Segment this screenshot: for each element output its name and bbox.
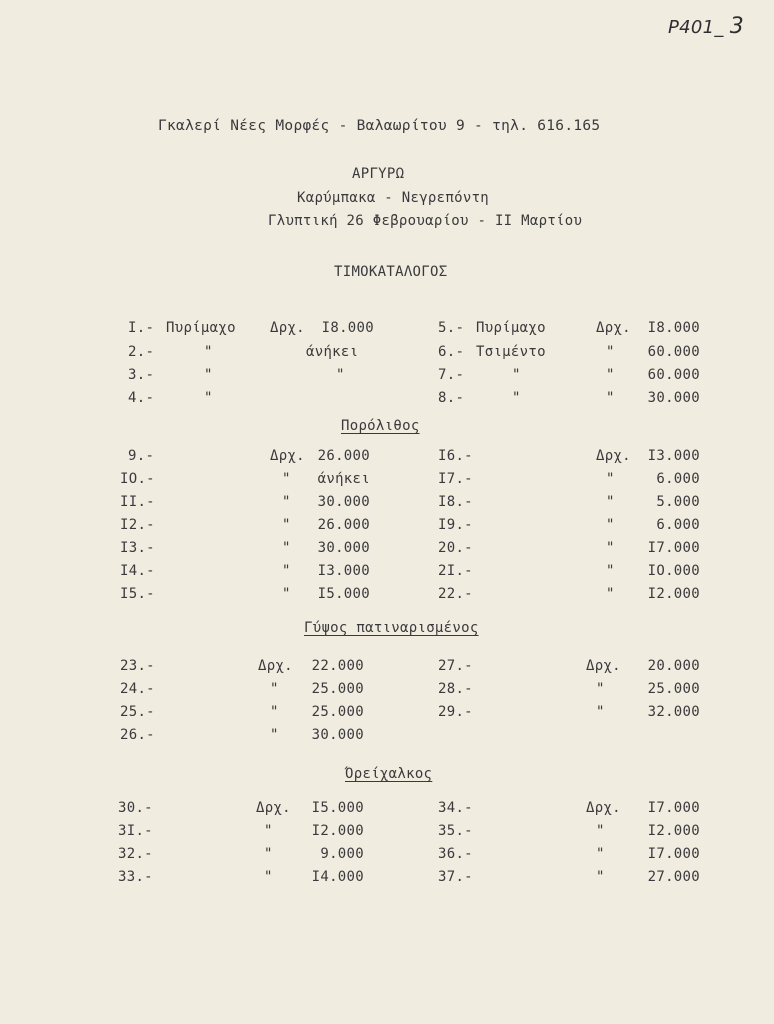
item-material: " xyxy=(512,390,521,406)
item-price: " xyxy=(336,367,345,383)
item-currency: " xyxy=(282,471,291,487)
item-currency: Δρχ. xyxy=(256,800,291,816)
item-number: 6.- xyxy=(438,344,465,360)
item-currency: " xyxy=(606,563,615,579)
item-price: 60.000 xyxy=(647,344,700,360)
item-price: άνήκει xyxy=(306,344,359,360)
item-price: 20.000 xyxy=(647,658,700,674)
item-currency: " xyxy=(606,344,615,360)
item-price: IO.000 xyxy=(647,563,700,579)
item-currency: " xyxy=(282,540,291,556)
artist-title: ΑΡΓΥΡΩ xyxy=(352,166,405,182)
item-price: I4.000 xyxy=(311,869,364,885)
item-price: I2.000 xyxy=(647,823,700,839)
item-price: 30.000 xyxy=(311,727,364,743)
item-number: I.- xyxy=(128,320,155,336)
item-price: 25.000 xyxy=(311,704,364,720)
item-price: 30.000 xyxy=(317,540,370,556)
item-number: 28.- xyxy=(438,681,473,697)
item-currency: Δρχ. xyxy=(270,448,305,464)
item-number: 7.- xyxy=(438,367,465,383)
item-number: I2.- xyxy=(120,517,155,533)
item-currency: Δρχ. xyxy=(270,320,305,336)
item-number: 2.- xyxy=(128,344,155,360)
item-number: 35.- xyxy=(438,823,473,839)
item-price: άνήκει xyxy=(317,471,370,487)
item-number: 8.- xyxy=(438,390,465,406)
archive-code: P401_ xyxy=(668,17,724,38)
item-number: 23.- xyxy=(120,658,155,674)
item-number: 37.- xyxy=(438,869,473,885)
item-currency: Δρχ. xyxy=(586,800,621,816)
item-currency: " xyxy=(264,823,273,839)
item-price: 22.000 xyxy=(311,658,364,674)
item-number: 2I.- xyxy=(438,563,473,579)
item-currency: " xyxy=(596,869,605,885)
item-number: 34.- xyxy=(438,800,473,816)
item-number: IO.- xyxy=(120,471,155,487)
exhibition-dates: Γλυπτική 26 Φεβρουαρίου - ΙΙ Μαρτίου xyxy=(268,213,583,229)
item-number: 26.- xyxy=(120,727,155,743)
item-price: I5.000 xyxy=(317,586,370,602)
item-currency: " xyxy=(596,846,605,862)
item-currency: " xyxy=(264,869,273,885)
item-number: II.- xyxy=(120,494,155,510)
item-number: 29.- xyxy=(438,704,473,720)
item-price: I8.000 xyxy=(647,320,700,336)
item-currency: " xyxy=(606,517,615,533)
item-currency: " xyxy=(606,586,615,602)
item-currency: " xyxy=(282,517,291,533)
item-price: I7.000 xyxy=(647,800,700,816)
item-number: 20.- xyxy=(438,540,473,556)
item-number: I4.- xyxy=(120,563,155,579)
item-number: 25.- xyxy=(120,704,155,720)
item-currency: Δρχ. xyxy=(596,320,631,336)
item-price: I7.000 xyxy=(647,846,700,862)
item-number: I9.- xyxy=(438,517,473,533)
item-price: 26.000 xyxy=(317,448,370,464)
item-price: 32.000 xyxy=(647,704,700,720)
artist-names: Καρύμπακα - Νεγρεπόντη xyxy=(297,190,490,206)
item-number: 4.- xyxy=(128,390,155,406)
item-currency: " xyxy=(282,494,291,510)
item-price: I8.000 xyxy=(321,320,374,336)
item-number: 36.- xyxy=(438,846,473,862)
item-currency: " xyxy=(596,823,605,839)
item-currency: " xyxy=(596,704,605,720)
section-title: Όρείχαλκος xyxy=(345,766,433,782)
item-number: 24.- xyxy=(120,681,155,697)
item-price: I5.000 xyxy=(311,800,364,816)
item-number: 3I.- xyxy=(118,823,153,839)
item-material: Πυρίμαχο xyxy=(476,320,546,336)
item-material: " xyxy=(204,390,213,406)
item-number: I5.- xyxy=(120,586,155,602)
item-number: 30.- xyxy=(118,800,153,816)
section-title: Γύψος πατιναρισμένος xyxy=(304,620,479,636)
item-number: I8.- xyxy=(438,494,473,510)
item-currency: Δρχ. xyxy=(258,658,293,674)
item-price: I3.000 xyxy=(647,448,700,464)
item-number: 9.- xyxy=(128,448,155,464)
item-number: I3.- xyxy=(120,540,155,556)
item-currency: " xyxy=(606,367,615,383)
item-material: Πυρίμαχο xyxy=(166,320,236,336)
item-currency: " xyxy=(606,390,615,406)
section-title: Πορόλιθος xyxy=(341,418,420,434)
item-price: 6.000 xyxy=(656,471,700,487)
item-number: 32.- xyxy=(118,846,153,862)
archive-reference xyxy=(668,14,744,39)
item-price: 6.000 xyxy=(656,517,700,533)
item-material: " xyxy=(204,367,213,383)
item-price: 9.000 xyxy=(320,846,364,862)
item-currency: " xyxy=(606,471,615,487)
archive-page-number: 3 xyxy=(729,14,745,39)
item-currency: " xyxy=(282,586,291,602)
item-currency: " xyxy=(264,846,273,862)
item-price: 30.000 xyxy=(317,494,370,510)
item-currency: " xyxy=(270,681,279,697)
item-currency: " xyxy=(596,681,605,697)
catalog-title: ΤΙΜΟΚΑΤΑΛΟΓΟΣ xyxy=(334,264,448,280)
item-price: 27.000 xyxy=(647,869,700,885)
item-price: 5.000 xyxy=(656,494,700,510)
item-price: I2.000 xyxy=(311,823,364,839)
item-number: I6.- xyxy=(438,448,473,464)
item-number: I7.- xyxy=(438,471,473,487)
item-price: 60.000 xyxy=(647,367,700,383)
item-number: 33.- xyxy=(118,869,153,885)
item-number: 3.- xyxy=(128,367,155,383)
item-number: 27.- xyxy=(438,658,473,674)
item-currency: Δρχ. xyxy=(596,448,631,464)
item-price: 30.000 xyxy=(647,390,700,406)
item-number: 22.- xyxy=(438,586,473,602)
item-currency: " xyxy=(606,494,615,510)
item-material: Τσιμέντο xyxy=(476,344,546,360)
gallery-header: Γκαλερί Νέες Μορφές - Βαλαωρίτου 9 - τηλ. 616.165 xyxy=(158,118,601,134)
item-price: 25.000 xyxy=(311,681,364,697)
item-currency: " xyxy=(270,727,279,743)
item-number: 5.- xyxy=(438,320,465,336)
item-price: 26.000 xyxy=(317,517,370,533)
item-material: " xyxy=(512,367,521,383)
item-currency: Δρχ. xyxy=(586,658,621,674)
item-price: I3.000 xyxy=(317,563,370,579)
item-price: 25.000 xyxy=(647,681,700,697)
item-currency: " xyxy=(270,704,279,720)
item-material: " xyxy=(204,344,213,360)
item-currency: " xyxy=(606,540,615,556)
item-price: I7.000 xyxy=(647,540,700,556)
item-price: I2.000 xyxy=(647,586,700,602)
item-currency: " xyxy=(282,563,291,579)
